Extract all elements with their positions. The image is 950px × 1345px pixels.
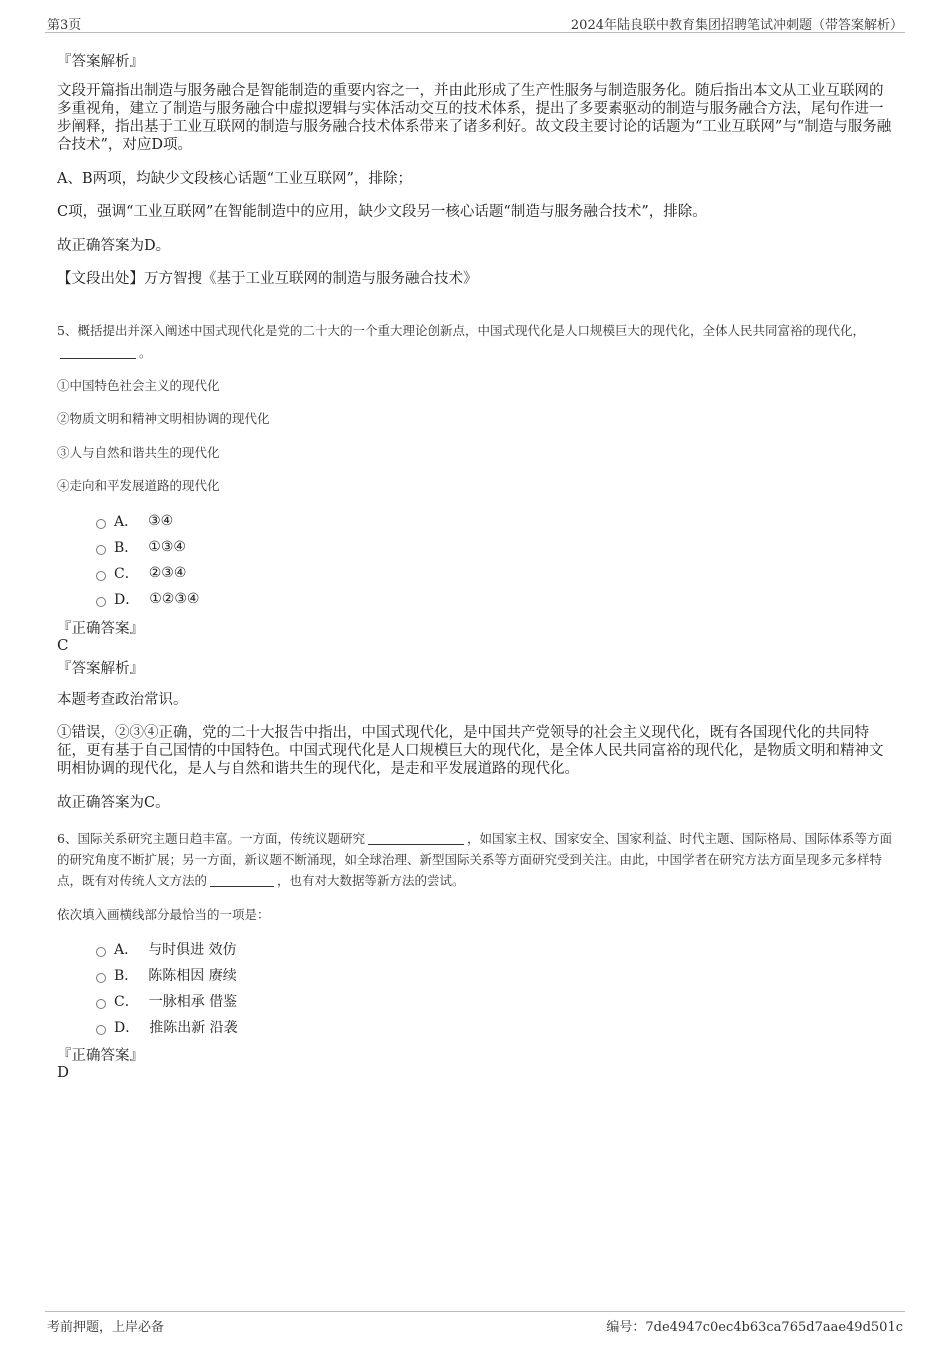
question-5-item-2: ②物质文明和精神文明相协调的现代化	[57, 411, 270, 426]
question-6-stem: 6、国际关系研究主题日趋丰富。一方面，传统议题研究 ，如国家主权、国家安全、国家利益、时代主题、国际格局、国际体系等方面的研究角度不断扩展；另一方面，新议题不断涌现，如全球治理、新型国际关系等方面研究受到关注。由此，中国学者在研究方法方面呈现多元多样特点，既有对传统人文方法的 ，也有对大数据等新方法的尝试。	[57, 831, 892, 888]
answer-blank	[368, 832, 464, 845]
footer-slogan: 考前押题，上岸必备	[47, 1320, 165, 1335]
answer-analysis-heading: 『答案解析』	[57, 661, 144, 677]
page-footer	[45, 1311, 905, 1336]
question-5-option-a[interactable]: A． ③④	[96, 511, 173, 531]
question-6-option-d[interactable]: D． 推陈出新 沿袭	[96, 1017, 238, 1037]
question-5-option-d[interactable]: D． ①②③④	[96, 589, 199, 609]
question-5-item-4: ④走向和平发展道路的现代化	[57, 478, 220, 493]
correct-answer: C	[57, 636, 69, 654]
analysis-point-ab: A、B两项，均缺少文段核心话题“工业互联网”，排除；	[57, 171, 412, 187]
answer-blank	[210, 874, 274, 887]
question-6-option-c[interactable]: C． 一脉相承 借鉴	[96, 991, 237, 1011]
analysis-point-c: C项，强调“工业互联网”在智能制造中的应用，缺少文段另一核心话题“制造与服务融合技术”，排除。	[57, 204, 707, 220]
radio-icon[interactable]	[96, 545, 106, 555]
answer-blank	[60, 346, 136, 359]
page-number: 第3页	[47, 18, 82, 33]
correct-answer: D	[57, 1063, 70, 1081]
question-6-prompt: 依次填入画横线部分最恰当的一项是：	[57, 907, 270, 922]
analysis-text: 文段开篇指出制造与服务融合是智能制造的重要内容之一，并由此形成了生产性服务与制造服务化。随后指出本文从工业互联网的多重视角，建立了制造与服务融合中虚拟逻辑与实体活动交互的技术体系，提出了多要素驱动的制造与服务融合方法，尾句作进一步阐释，指出基于工业互联网的制造与服务融合技术体系带来了诸多利好。故文段主要讨论的话题为“工业互联网”与“制造与服务融合技术”，对应D项。	[57, 83, 892, 153]
correct-answer-heading: 『正确答案』	[57, 621, 144, 637]
analysis-conclusion: 故正确答案为D。	[57, 238, 171, 254]
analysis-text: ①错误，②③④正确，党的二十大报告中指出，中国式现代化，是中国共产党领导的社会主义现代化，既有各国现代化的共同特征，更有基于自己国情的中国特色。中国式现代化是人口规模巨大的现代化，是全体人民共同富裕的现代化，是物质文明和精神文明相协调的现代化，是人与自然和谐共生的现代化，是走和平发展道路的现代化。	[57, 725, 884, 777]
radio-icon[interactable]	[96, 947, 106, 957]
question-5-option-b[interactable]: B． ①③④	[96, 537, 186, 557]
analysis-conclusion: 故正确答案为C。	[57, 795, 170, 811]
analysis-intro: 本题考查政治常识。	[57, 692, 188, 708]
correct-answer-heading: 『正确答案』	[57, 1048, 144, 1064]
question-5-option-c[interactable]: C． ②③④	[96, 563, 186, 583]
radio-icon[interactable]	[96, 519, 106, 529]
question-5-item-3: ③人与自然和谐共生的现代化	[57, 445, 220, 460]
question-6-option-b[interactable]: B． 陈陈相因 赓续	[96, 965, 237, 985]
radio-icon[interactable]	[96, 973, 106, 983]
passage-source: 【文段出处】万方智搜《基于工业互联网的制造与服务融合技术》	[57, 271, 478, 287]
question-6-option-a[interactable]: A． 与时俱进 效仿	[96, 939, 237, 959]
document-code: 编号：7de4947c0ec4b63ca765d7aae49d501c	[606, 1320, 903, 1335]
page-header	[45, 10, 905, 33]
radio-icon[interactable]	[96, 597, 106, 607]
document-title: 2024年陆良联中教育集团招聘笔试冲刺题（带答案解析）	[570, 18, 903, 33]
analysis-heading: 『答案解析』	[57, 54, 144, 70]
radio-icon[interactable]	[96, 999, 106, 1009]
question-5-stem: 5、概括提出并深入阐述中国式现代化是党的二十大的一个重大理论创新点，中国式现代化是人口规模巨大的现代化，全体人民共同富裕的现代化，。	[57, 323, 865, 360]
question-5-item-1: ①中国特色社会主义的现代化	[57, 378, 220, 393]
radio-icon[interactable]	[96, 571, 106, 581]
radio-icon[interactable]	[96, 1025, 106, 1035]
